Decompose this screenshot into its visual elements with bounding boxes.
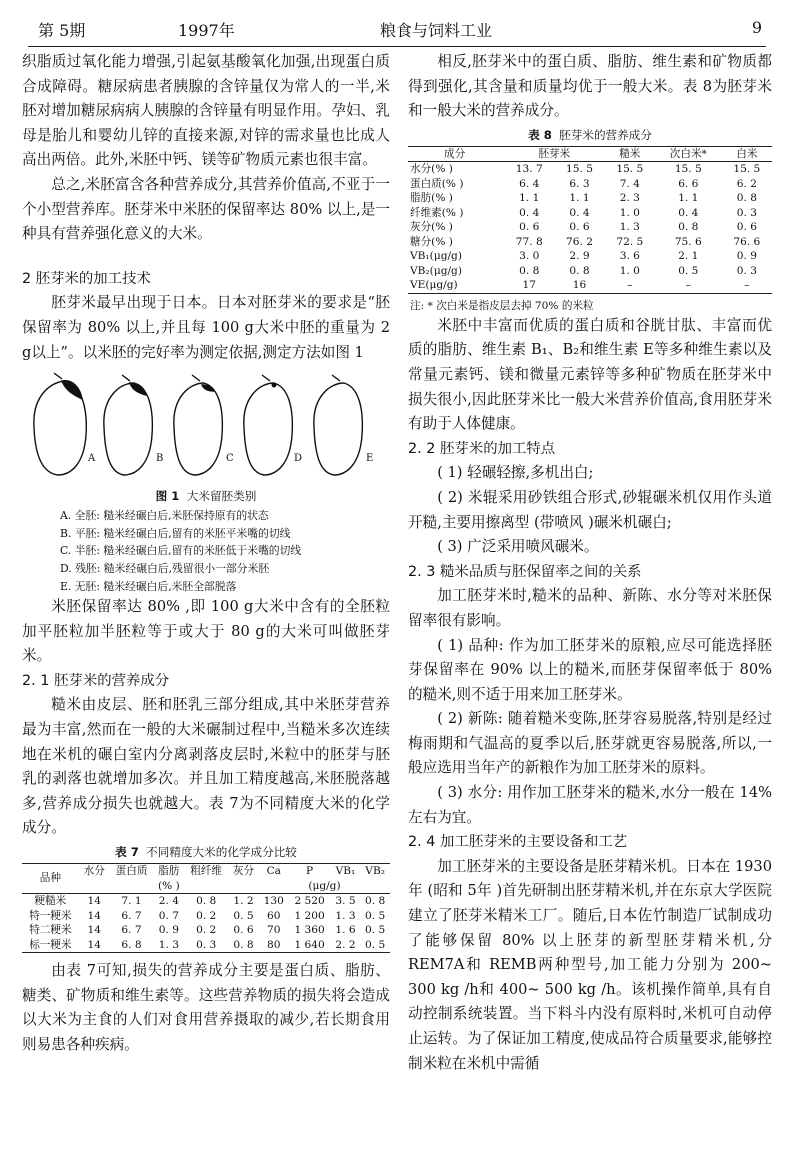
figure-caption xyxy=(22,487,390,505)
table-cell: 6. 8 xyxy=(110,938,154,953)
table-row xyxy=(408,206,772,221)
list-item: ( 3) 广泛采用喷风碾米。 xyxy=(437,538,599,556)
table-cell: 6. 7 xyxy=(121,909,142,922)
section-heading: 2. 2 胚芽米的加工特点 xyxy=(408,440,556,457)
table-caption xyxy=(22,843,390,861)
table-cell: 1 640 xyxy=(289,938,331,953)
table-caption xyxy=(408,126,772,144)
table-cell: 7. 4 xyxy=(619,177,640,190)
table-cell: 1. 1 xyxy=(678,192,699,205)
table-cell: 6. 7 xyxy=(121,924,142,937)
table-cell: 0. 8 xyxy=(519,264,540,277)
table-cell: 0. 8 xyxy=(184,894,228,909)
table-cell: 0. 2 xyxy=(196,909,217,922)
paragraph: 米胚保留率达 80% ,即 100 g大米中含有的全胚粒加平胚粒加半胚粒等于或大于 80 g的大米可叫做胚芽米。 xyxy=(22,598,390,665)
paragraph: 织脂质过氧化能力增强,引起氨基酸氧化加强,出现蛋白质合成障碍。糖尿病患者胰腺的含锌量仅为常人的一半,米胚对增加糖尿病病人胰腺的含锌量有明显作用。孕妇、乳母是胎儿和婴幼儿锌的直接来源,对锌的需求量也比成人高出两倍。此外,米胚中钙、镁等矿物质元素也很丰富。 xyxy=(22,53,390,169)
table-cell: 0. 6 xyxy=(736,221,757,234)
grain-c xyxy=(174,383,223,475)
table-cell: 0. 8 xyxy=(569,264,590,277)
table-cell: 2 520 xyxy=(289,894,331,909)
table-cell: 0. 4 xyxy=(519,206,540,219)
table-cell: 2. 9 xyxy=(569,250,590,263)
table-cell: 0. 9 xyxy=(736,250,757,263)
legend-item: D. 残胚: 糙米经碾白后,残留很小一部分米胚 xyxy=(60,561,270,575)
table-cell: 1 200 xyxy=(294,909,325,922)
page-header xyxy=(28,12,766,47)
table-cell: 0. 8 xyxy=(678,221,699,234)
table-cell: 15. 5 xyxy=(722,162,772,177)
table-cell: 糖分(% ) xyxy=(410,235,453,248)
figure-number: 图 1 xyxy=(155,489,180,504)
grain-c-germ xyxy=(202,385,214,391)
table-cell: 3. 0 xyxy=(519,250,540,263)
table-cell: 标一粳米 xyxy=(22,938,79,953)
section-heading: 2 胚芽米的加工技术 xyxy=(22,270,151,287)
table-header: 糙米 xyxy=(605,146,655,162)
table-cell: 0. 2 xyxy=(196,924,217,937)
table-unit: (% ) xyxy=(158,879,180,892)
table-cell: 16 xyxy=(554,278,604,293)
table-row xyxy=(408,278,772,293)
table-cell: 0. 8 xyxy=(360,894,390,909)
table-cell: 1. 3 xyxy=(619,221,640,234)
table-cell: 14 xyxy=(87,909,101,922)
table-cell: 15. 5 xyxy=(605,162,655,177)
table-cell: 特一粳米 xyxy=(29,909,72,922)
paragraph: 米胚中丰富而优质的蛋白质和谷胱甘肽、丰富而优质的脂肪、维生素 B₁、B₂和维生素 E等多种维生素以及常量元素钙、镁和微量元素锌等多种矿物质在胚芽米中损失很小,因此胚芽米比一般大米营养价值高,食用胚芽米有助于人体健康。 xyxy=(408,316,772,433)
table-cell: – xyxy=(655,278,722,293)
table-header: 脂肪 xyxy=(153,864,184,879)
table-cell: 1. 3 xyxy=(153,938,184,953)
label-b: B xyxy=(156,453,164,465)
table-cell: 0. 3 xyxy=(736,206,757,219)
table-cell: 2. 3 xyxy=(619,192,640,205)
list-item: ( 1) 轻碾轻擦,多机出白; xyxy=(437,464,594,482)
section-heading: 2. 4 加工胚芽米的主要设备和工艺 xyxy=(408,834,628,851)
table-caption-text: 胚芽米的营养成分 xyxy=(559,127,652,142)
table-cell: 1. 0 xyxy=(619,206,640,219)
table-header: 蛋白质 xyxy=(110,864,154,879)
table-cell: 3. 6 xyxy=(619,250,640,263)
table-cell: 76. 2 xyxy=(566,235,594,248)
table-header: P xyxy=(289,864,331,879)
table-header: 白米 xyxy=(722,146,772,162)
table-cell: 60 xyxy=(267,909,281,922)
paragraph: 相反,胚芽米中的蛋白质、脂肪、维生素和矿物质都得到强化,其含量和质量均优于一般大米。表 8为胚芽米和一般大米的营养成分。 xyxy=(408,53,772,120)
table-cell: 17 xyxy=(504,278,554,293)
table-cell: 0. 7 xyxy=(158,909,179,922)
table-cell: 6. 4 xyxy=(519,177,540,190)
paragraph: 由表 7可知,损失的营养成分主要是蛋白质、脂肪、糖类、矿物质和维生素等。这些营养物质的损失将会造成以大米为主食的人们对食用营养摄取的减少,若长期食用则易患各种疾病。 xyxy=(22,962,390,1053)
table-cell: 1. 2 xyxy=(228,894,259,909)
legend-item: B. 平胚: 糙米经碾白后,留有的米胚平米嘴的切线 xyxy=(60,526,291,540)
table-cell: 粳糙米 xyxy=(22,894,79,909)
table-cell: 14 xyxy=(79,894,110,909)
label-a: A xyxy=(88,453,96,465)
table-cell: 3. 5 xyxy=(331,894,361,909)
table-cell: 1. 3 xyxy=(335,909,356,922)
left-column xyxy=(22,50,390,1057)
table-header: VB₂ xyxy=(360,864,390,879)
table-cell: 6. 3 xyxy=(569,177,590,190)
table-cell: 0. 5 xyxy=(233,909,254,922)
paragraph: 糙米由皮层、胚和胚乳三部分组成,其中米胚芽营养最为丰富,然而在一般的大米碾制过程中,当糙米多次连续地在米机的碾白室内分离剥落皮层时,米粒中的胚芽与胚乳的剥落也就增加多次。并且加工精度越高,米胚脱落越多,营养成分损失也就越大。表 7为不同精度大米的化学成分。 xyxy=(22,696,390,837)
table-cell: 6. 2 xyxy=(736,177,757,190)
table-cell: 0. 4 xyxy=(569,206,590,219)
journal-title: 粮食与饲料工业 xyxy=(380,21,493,40)
figure-legend xyxy=(60,507,390,595)
paragraph: 加工胚芽米时,糙米的品种、新陈、水分等对米胚保留率很有影响。 xyxy=(408,587,772,629)
table-cell: 1. 1 xyxy=(519,192,540,205)
table-7 xyxy=(22,863,390,953)
table-cell: 0. 6 xyxy=(569,221,590,234)
table-caption-text: 不同精度大米的化学成分比较 xyxy=(146,845,297,860)
grain-d xyxy=(244,383,293,475)
table-cell: 1 360 xyxy=(294,924,325,937)
table-cell: 0. 6 xyxy=(519,221,540,234)
table-cell: 15. 5 xyxy=(655,162,722,177)
table-cell: 70 xyxy=(267,924,281,937)
rice-grain-diagram xyxy=(22,365,390,485)
table-cell: 特二粳米 xyxy=(29,924,72,937)
table-row xyxy=(408,249,772,264)
table-cell: 15. 5 xyxy=(554,162,604,177)
table-row xyxy=(22,938,390,953)
table-cell: 2. 1 xyxy=(678,250,699,263)
table-cell: 0. 5 xyxy=(365,924,386,937)
table-header: 粗纤维 xyxy=(184,864,228,879)
table-cell: 0. 9 xyxy=(158,924,179,937)
table-cell: 14 xyxy=(87,924,101,937)
table-cell: – xyxy=(605,278,655,293)
table-cell: 纤维素(% ) xyxy=(410,206,464,219)
table-note: 注: * 次白米是指皮层去掉 70% 的米粒 xyxy=(410,299,594,312)
table-header: 水分 xyxy=(79,864,110,879)
grain-b-germ xyxy=(130,383,146,395)
table-row xyxy=(22,923,390,938)
table-cell: VB₁(μg/g) xyxy=(410,250,462,263)
label-d: D xyxy=(294,453,303,465)
table-header: 品种 xyxy=(22,864,79,894)
table-cell: 80 xyxy=(259,938,289,953)
grain-e xyxy=(314,383,363,475)
paragraph: ( 1) 品种: 作为加工胚芽米的原粮,应尽可能选择胚芽保留率在 90% 以上的糙米,而胚芽保留率低于 80% 的糙米,则不适于用来加工胚芽米。 xyxy=(408,636,772,703)
table-header: VB₁ xyxy=(331,864,361,879)
table-number: 表 8 xyxy=(528,127,552,142)
table-cell: 灰分(% ) xyxy=(410,221,453,234)
label-e: E xyxy=(366,453,374,465)
table-cell: 6. 6 xyxy=(678,177,699,190)
table-cell: 0. 8 xyxy=(228,938,259,953)
grain-b xyxy=(104,383,153,475)
list-item: ( 2) 米辊采用砂铁组合形式,砂辊碾米机仅用作头道开糙,主要用擦离型 (带喷风 )碾米机碾白; xyxy=(408,488,772,531)
paragraph: 总之,米胚富含各种营养成分,其营养价值高,不亚于一个小型营养库。胚芽米中米胚的保留率达 80% 以上,是一种具有营养强化意义的大米。 xyxy=(22,175,390,243)
legend-item: C. 半胚: 糙米经碾白后,留有的米胚低于米嘴的切线 xyxy=(60,544,302,558)
table-cell: 蛋白质(% ) xyxy=(410,177,464,190)
paragraph: 加工胚芽米的主要设备是胚芽精米机。日本在 1930年 (昭和 5年 )首先研制出胚芽精米机,并在东京大学医院建立了胚芽米精米工厂。随后,日本佐竹制造厂试制成功了能够保留 80% 以上胚芽的新型胚芽精米机,分 REM7A和 REMB两种型号,加工能力分别为 200~ 300 kg /h和 400~ 500 kg /h。该机操作简单,具有自动控制系统装置。当下料斗内没有原料时,米机可自动停止运转。为了保证加工精度,使成品符合质量要求,能够控制米粒在米机中需循 xyxy=(408,857,772,1072)
paragraph: ( 2) 新陈: 随着糙米变陈,胚芽容易脱落,特别是经过梅雨期和气温高的夏季以后,胚芽就更容易脱落,所以,一般应选用当年产的新粮作为加工胚芽米的原料。 xyxy=(408,710,772,777)
grain-a-germ xyxy=(62,381,82,399)
figure-1 xyxy=(22,365,390,485)
table-cell: 130 xyxy=(259,894,289,909)
label-c: C xyxy=(226,453,234,465)
table-cell: 水分(% ) xyxy=(408,162,504,177)
table-header: Ca xyxy=(259,864,289,879)
table-cell: 75. 6 xyxy=(674,235,702,248)
right-column xyxy=(408,50,772,1076)
table-row xyxy=(408,177,772,192)
table-cell: 1. 6 xyxy=(335,924,356,937)
table-header: 成分 xyxy=(408,146,504,162)
table-cell: 77. 8 xyxy=(515,235,543,248)
table-cell: 7. 1 xyxy=(110,894,154,909)
year: 1997年 xyxy=(178,21,235,40)
table-cell: 1. 0 xyxy=(619,264,640,277)
table-cell: 0. 3 xyxy=(736,264,757,277)
table-cell: 76. 6 xyxy=(733,235,761,248)
table-unit: (μg/g) xyxy=(308,879,341,892)
table-cell: 72. 5 xyxy=(616,235,644,248)
table-cell: VB₂(μg/g) xyxy=(410,264,462,277)
table-cell: 0. 4 xyxy=(678,206,699,219)
table-cell: 0. 8 xyxy=(736,192,757,205)
section-heading: 2. 1 胚芽米的营养成分 xyxy=(22,672,170,689)
table-header: 次白米* xyxy=(655,146,722,162)
table-row xyxy=(408,162,772,177)
paragraph: 胚芽米最早出现于日本。日本对胚芽米的要求是“胚保留率为 80% 以上,并且每 100 g大米中胚的重量为 2 g以上”。以米胚的完好率为测定依据,测定方法如图 1 xyxy=(22,294,390,361)
table-row xyxy=(408,235,772,250)
table-cell: – xyxy=(722,278,772,293)
figure-caption-text: 大米留胚类别 xyxy=(186,489,257,504)
table-cell: 0. 6 xyxy=(233,924,254,937)
issue-number: 第 5期 xyxy=(38,21,86,40)
table-cell: 13. 7 xyxy=(504,162,554,177)
table-cell: 0. 5 xyxy=(678,264,699,277)
table-cell: 0. 3 xyxy=(184,938,228,953)
table-8 xyxy=(408,146,772,294)
table-row xyxy=(22,909,390,924)
table-cell: VE(μg/g) xyxy=(408,278,504,293)
table-cell: 0. 5 xyxy=(365,909,386,922)
table-cell: 脂肪(% ) xyxy=(410,192,453,205)
legend-item: E. 无胚: 糙米经碾白后,米胚全部脱落 xyxy=(60,579,237,593)
table-cell: 1. 1 xyxy=(569,192,590,205)
legend-item: A. 全胚: 糙米经碾白后,米胚保持原有的状态 xyxy=(60,509,269,523)
table-row xyxy=(22,894,390,909)
table-number: 表 7 xyxy=(115,845,139,860)
table-header: 胚芽米 xyxy=(504,146,605,162)
table-row xyxy=(408,264,772,279)
paragraph: ( 3) 水分: 用作加工胚芽米的糙米,水分一般在 14% 左右为宜。 xyxy=(408,784,772,826)
table-row xyxy=(408,220,772,235)
table-cell: 0. 5 xyxy=(360,938,390,953)
section-heading: 2. 3 糙米品质与胚保留率之间的关系 xyxy=(408,563,642,580)
table-cell: 2. 2 xyxy=(331,938,361,953)
table-row xyxy=(408,191,772,206)
table-cell: 14 xyxy=(79,938,110,953)
table-cell: 2. 4 xyxy=(153,894,184,909)
page-number: 9 xyxy=(751,18,762,37)
table-header: 灰分 xyxy=(228,864,259,879)
